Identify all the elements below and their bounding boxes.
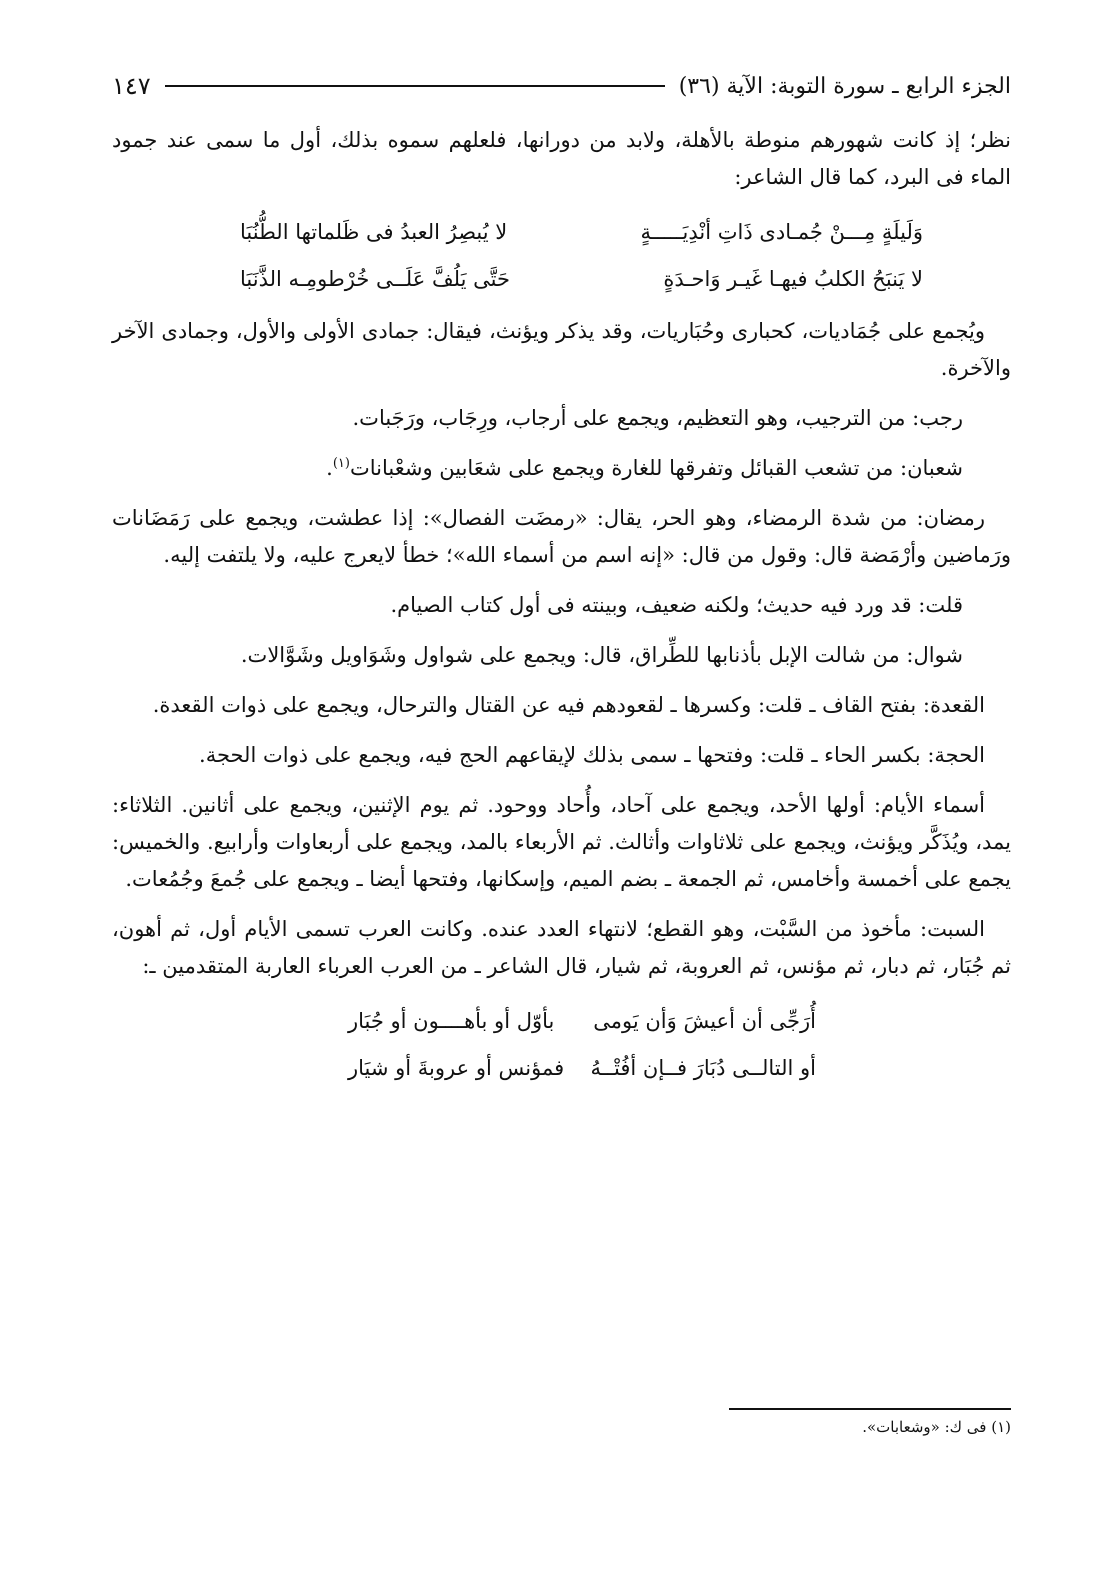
paragraph-ramadan: رمضان: من شدة الرمضاء، وهو الحر، يقال: «رمضَت الفصال»: إذا عطشت، ويجمع على رَمَضَانات ورَماضين وأرْمَضة قال: وقول من قال: «إنه اسم من أسماء الله»؛ خطأ لايعرج عليه، ولا يلتفت إليه. xyxy=(112,506,1011,567)
paragraph-sabt: السبت: مأخوذ من السَّبْت، وهو القطع؛ لانتهاء العدد عنده. وكانت العرب تسمى الأيام أول، ثم أهون، ثم جُبَار، ثم دبار، ثم مؤنس، ثم العروبة، ثم شيار، قال الشاعر ـ من العرب العرباء العاربة المتقدمين ـ: xyxy=(112,917,1011,978)
paragraph: ويُجمع على جُمَاديات، كحبارى وحُبَاريات، وقد يذكر ويؤنث، فيقال: جمادى الأولى والأول، وجمادى الآخر والآخرة. xyxy=(112,319,1011,380)
paragraph-days: أسماء الأيام: أولها الأحد، ويجمع على آحاد، وأُحاد ووحود. ثم يوم الإثنين، ويجمع على أثانين. الثلاثاء: يمد، ويُذَكَّر ويؤنث، ويجمع على ثلاثاوات وأثالث. ثم الأربعاء بالمد، ويجمع على أربعاوات وأرابيع. والخميس: يجمع على أخمسة وأخامس، ثم الجمعة ـ بضم الميم، وإسكانها، وفتحها أيضا ـ ويجمع على جُمعَ وجُمُعات. xyxy=(112,793,1011,891)
poem-hemistich-first: لا يَنبَحُ الكلبُ فيهـا غَيـر وَاحـدَةٍ xyxy=(663,267,923,291)
poem-line xyxy=(112,998,1011,1045)
paragraph-qada: القعدة: بفتح القاف ـ قلت: وكسرها ـ لقعودهم فيه عن القتال والترحال، ويجمع على ذوات القعدة. xyxy=(152,693,985,717)
paragraph-shaban: شعبان: من تشعب القبائل وتفرقها للغارة ويجمع على شعَابين وشعْبانات$^{(١)}$. xyxy=(326,456,963,480)
footnote-marker: (١) xyxy=(332,456,350,471)
poem-hemistich-second: لا يُبصِرُ العبدُ فى ظَلماتها الطُّنُبَا xyxy=(240,220,508,244)
header-title: الجزء الرابع ـ سورة التوبة: الآية (٣٦) xyxy=(678,73,1011,99)
page-number: ١٤٧ xyxy=(112,72,151,100)
header-rule xyxy=(165,85,665,87)
poem-block xyxy=(112,998,1011,1092)
poem-line xyxy=(112,209,1011,256)
footnote-separator xyxy=(729,1408,1011,1410)
poem-line xyxy=(112,256,1011,303)
running-header xyxy=(112,66,1011,106)
paragraph-qult: قلت: قد ورد فيه حديث؛ ولكنه ضعيف، وبينته فى أول كتاب الصيام. xyxy=(390,593,963,617)
poem-hemistich-second: حَتَّى يَلُفَّ عَلَــى خُرْطومِـه الذَّنَبَا xyxy=(240,267,510,291)
poem-hemistich-second: فمؤنس أو عروبةَ أو شيَار xyxy=(348,1056,565,1080)
paragraph-rajab: رجب: من الترجيب، وهو التعظيم، ويجمع على أرجاب، ورِجَاب، ورَجَبات. xyxy=(352,406,963,430)
paragraph: نظر؛ إذ كانت شهورهم منوطة بالأهلة، ولابد من دورانها، فلعلهم سموه بذلك، أول ما سمى عند جمود الماء فى البرد، كما قال الشاعر: xyxy=(112,128,1011,189)
poem-hemistich-second: بأوّل أو بأهــــون أو جُبَار xyxy=(348,1009,555,1033)
poem-hemistich-first: أُرَجِّى أن أعيشَ وَأن يَومى xyxy=(593,1009,816,1033)
poem-line xyxy=(112,1045,1011,1092)
poem-hemistich-first: وَلَيلَةٍ مِـــنْ جُمـادى ذَاتِ أنْدِيَـــــةٍ xyxy=(640,220,923,244)
footnote: (١) فى ك: «وشعابات». xyxy=(862,1418,1011,1436)
poem-block xyxy=(112,209,1011,303)
main-text xyxy=(112,122,1011,1102)
paragraph-shawwal: شوال: من شالت الإبل بأذنابها للطِّراق، قال: ويجمع على شواول وشَوَاويل وشَوَّالات. xyxy=(240,643,963,667)
shaban-text: شعبان: من تشعب القبائل وتفرقها للغارة ويجمع على شعَابين وشعْبانات xyxy=(349,456,963,480)
paragraph-hijja: الحجة: بكسر الحاء ـ قلت: وفتحها ـ سمى بذلك لإيقاعهم الحج فيه، ويجمع على ذوات الحجة. xyxy=(199,743,985,767)
poem-hemistich-first: أو التالــى دُبَارَ فــإن أفُتْــهُ xyxy=(590,1056,816,1080)
